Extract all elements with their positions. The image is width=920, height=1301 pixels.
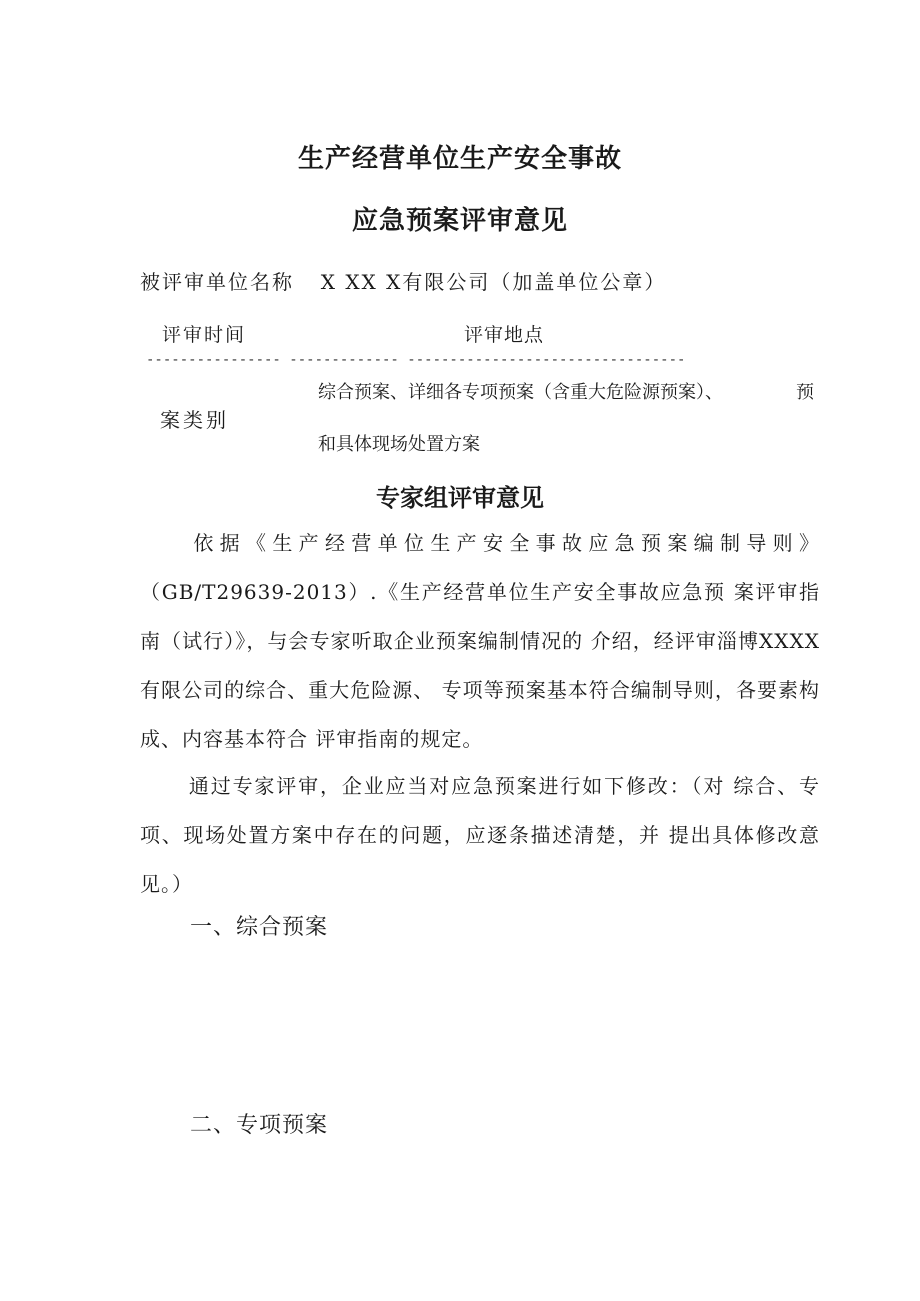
plan-type-value-line1: 综合预案、详细各专项预案（含重大危险源预案）、 [318,382,723,403]
separator-line: ---------------- ------------- --------------------------------- [146,352,686,368]
opinion-paragraph-2-text: 通过专家评审，企业应当对应急预案进行如下修改：（对 综合、专项、现场处置方案中存在的问题，应逐条描述清楚，并 提出具体修改意见。） [140,774,820,896]
unit-name: X XX X有限公司（加盖单位公章） [320,270,667,294]
unit-row [140,266,666,295]
document-title-line2: 应急预案评审意见 [351,206,568,236]
heading-special-plan: 二、专项预案 [190,1113,329,1138]
heading-comprehensive-plan: 一、综合预案 [190,915,329,940]
plan-type-value-line1-tail: 预 [796,382,814,403]
opinion-paragraph-2 [140,762,820,909]
review-time-label: 评审时间 [162,324,247,346]
plan-type-label: 案类别 [160,408,229,432]
document-title-line1: 生产经营单位生产安全事故 [297,144,622,174]
review-place-label: 评审地点 [464,324,545,346]
unit-label: 被评审单位名称 [140,270,294,294]
plan-type-value-line2: 和具体现场处置方案 [318,434,480,455]
opinion-paragraph-1-text: 依据《生产经营单位生产安全事故应急预案编制导则》 （GB/T29639-2013）.《生产经营单位生产安全事故应急预 案评审指南（试行）》，与会专家听取企业预案编制情况的 介绍，经评审淄博XXXX有限公司的综合、重大危险源、 专项等预案基本符合编制导则，各要素构成、内容基本符合 评审指南的规定。 [140,531,820,751]
expert-section-title: 专家组评审意见 [376,484,544,512]
opinion-paragraph-1 [140,519,820,764]
